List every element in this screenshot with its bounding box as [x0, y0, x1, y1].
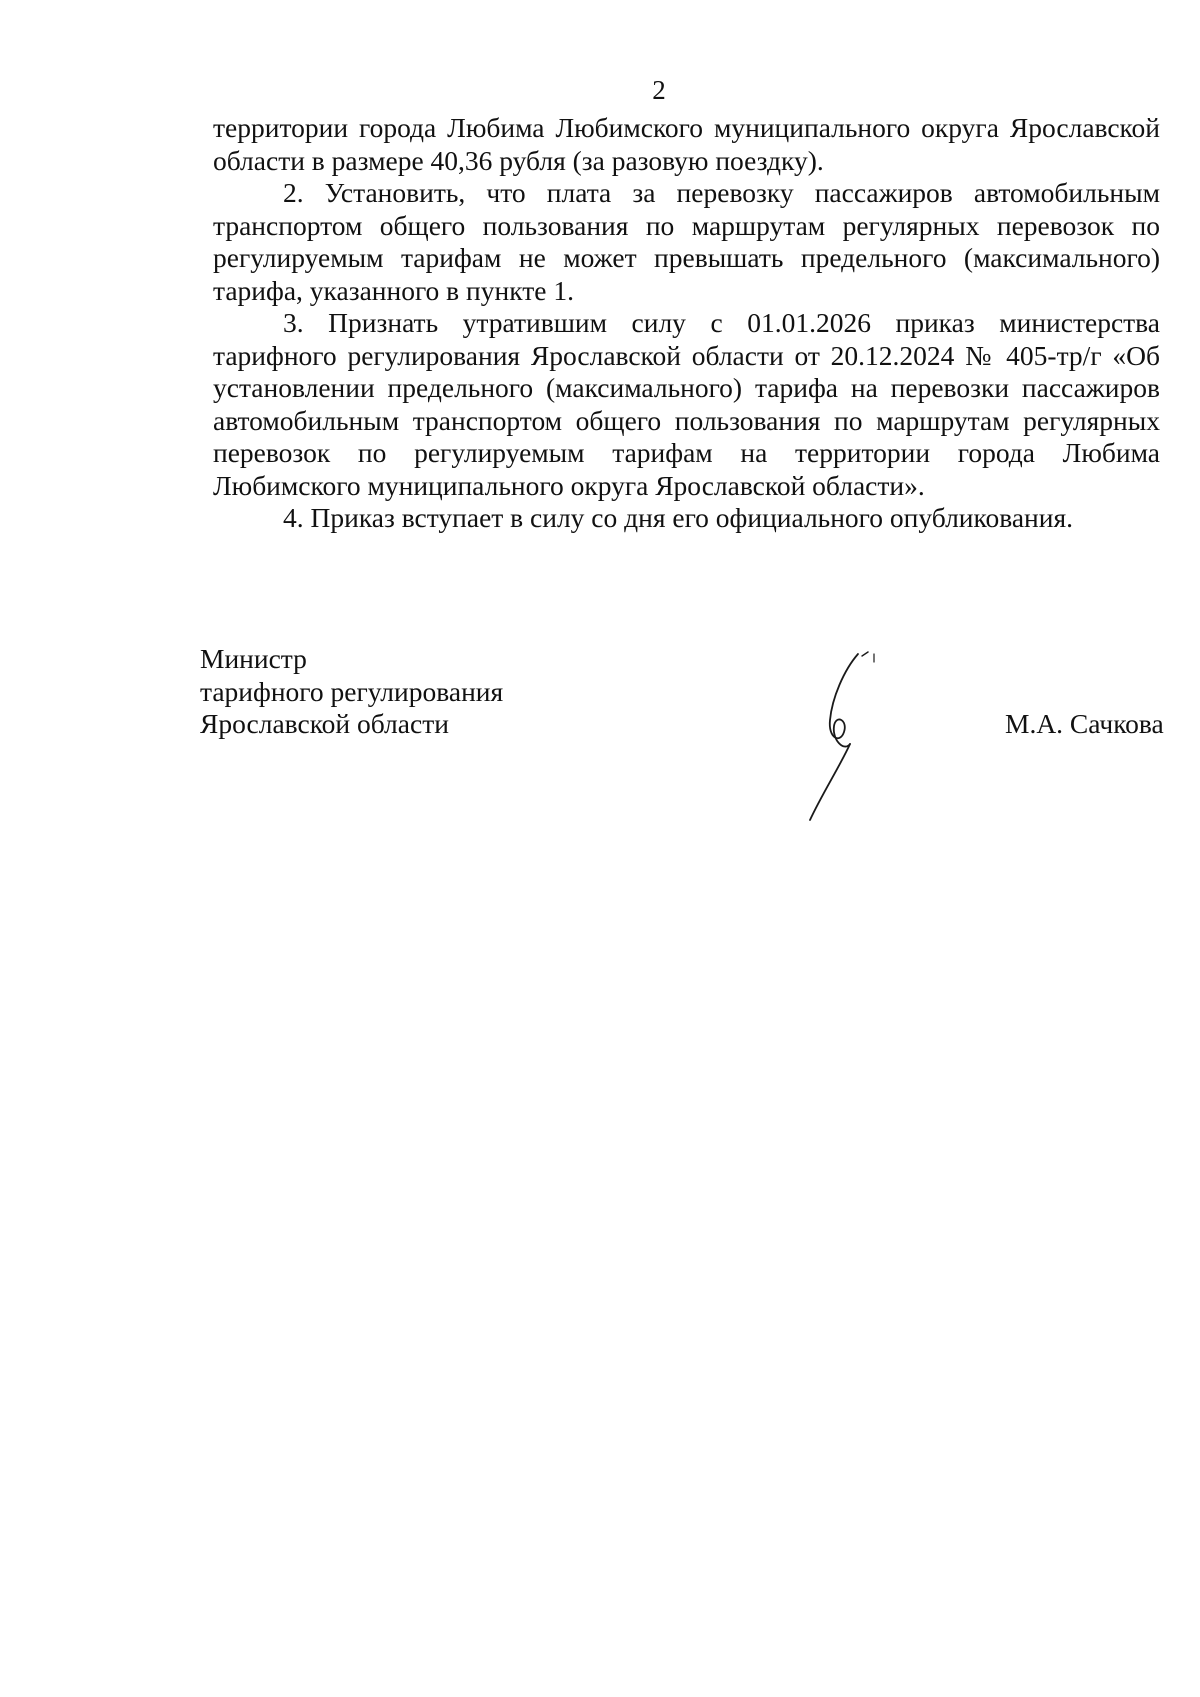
handwritten-signature [800, 648, 920, 828]
signatory-title-line-2: тарифного регулирования [200, 675, 504, 707]
signatory-title [200, 643, 503, 741]
paragraph-2: 2. Установить, что плата за перевозку пассажиров автомобильным транспортом общего пользования по маршрутам регулярных перевозок по регулируемым тарифам не может превышать предельного (максимального) тарифа, указанного в пункте 1. [213, 177, 1160, 306]
paragraph-3: 3. Признать утратившим силу с 01.01.2026 приказ министерства тарифного регулирования Ярославской области от 20.12.2024 № 405-тр/г «Об установлении предельного (максимального) тарифа на перевозки пассажиров автомобильным транспортом общего пользования по маршрутам регулярных перевозок по регулируемым тарифам на территории города Любима Любимского муниципального округа Ярославской области». [213, 307, 1160, 501]
page-number: 2 [652, 75, 666, 105]
paragraph-4: 4. Приказ вступает в силу со дня его официального опубликования. [283, 502, 1074, 533]
signatory-title-line-1: Министр [200, 643, 307, 674]
signatory-name: М.А. Сачкова [1005, 708, 1164, 739]
paragraph-1-continuation: территории города Любима Любимского муниципального округа Ярославской области в размере 40,36 рубля (за разовую поездку). [213, 112, 1160, 176]
signatory-title-line-3: Ярославской области [200, 708, 449, 739]
document-body [213, 112, 1160, 535]
